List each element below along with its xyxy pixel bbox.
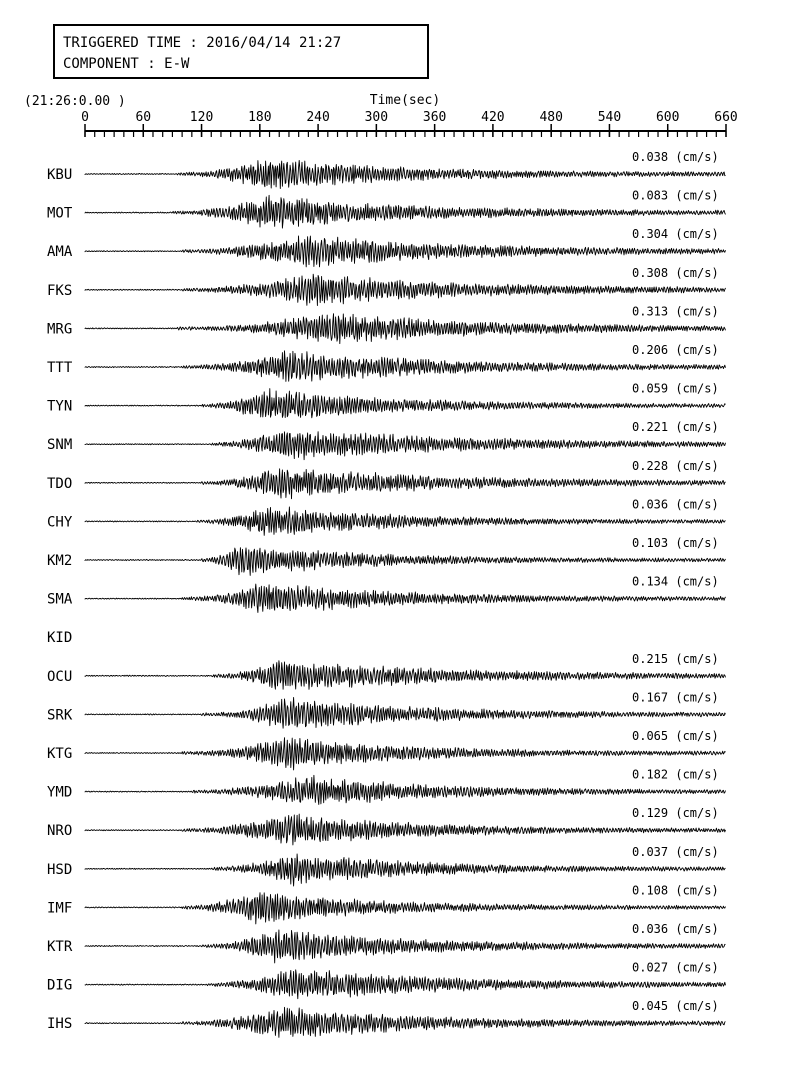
station-label: SMA bbox=[47, 591, 73, 608]
trace-row-km2 bbox=[47, 536, 726, 575]
trace-row-sma bbox=[47, 575, 726, 613]
trace-row-ttt bbox=[47, 343, 726, 381]
waveform-trace bbox=[85, 507, 726, 536]
trace-row-ocu bbox=[47, 652, 726, 690]
tick-label: 360 bbox=[422, 110, 447, 125]
peak-amplitude-label: 0.083 (cm/s) bbox=[632, 188, 719, 203]
trace-row-mot bbox=[47, 189, 726, 229]
peak-amplitude-label: 0.037 (cm/s) bbox=[632, 844, 719, 859]
tick-label: 540 bbox=[597, 110, 622, 125]
station-label: AMA bbox=[47, 244, 73, 261]
waveform-trace bbox=[85, 236, 726, 267]
peak-amplitude-label: 0.182 (cm/s) bbox=[632, 767, 719, 782]
waveform-trace bbox=[85, 195, 726, 228]
tick-label: 240 bbox=[306, 110, 330, 125]
peak-amplitude-label: 0.221 (cm/s) bbox=[632, 420, 719, 435]
trace-row-ymd bbox=[47, 768, 726, 805]
waveform-trace bbox=[85, 698, 726, 729]
peak-amplitude-label: 0.059 (cm/s) bbox=[632, 381, 719, 396]
trace-row-tyn bbox=[47, 382, 726, 418]
station-label: KID bbox=[47, 630, 73, 647]
trace-row-snm bbox=[47, 420, 726, 460]
waveform-trace bbox=[85, 351, 726, 382]
trace-rows bbox=[47, 150, 726, 1037]
tick-label: 480 bbox=[539, 110, 563, 125]
peak-amplitude-label: 0.206 (cm/s) bbox=[632, 343, 719, 357]
station-label: KBU bbox=[47, 167, 73, 183]
peak-amplitude-label: 0.036 (cm/s) bbox=[632, 922, 719, 936]
waveform-trace bbox=[85, 160, 726, 188]
station-label: NRO bbox=[47, 823, 73, 840]
tick-label: 0 bbox=[81, 110, 89, 125]
station-label: MOT bbox=[47, 205, 73, 222]
peak-amplitude-label: 0.228 (cm/s) bbox=[632, 458, 719, 473]
waveform-trace bbox=[85, 775, 726, 804]
peak-amplitude-label: 0.167 (cm/s) bbox=[632, 690, 719, 705]
peak-amplitude-label: 0.108 (cm/s) bbox=[632, 883, 719, 898]
trace-row-mrg bbox=[47, 304, 726, 343]
tick-label: 120 bbox=[189, 110, 214, 125]
waveform-trace bbox=[85, 893, 726, 924]
peak-amplitude-label: 0.045 (cm/s) bbox=[632, 999, 719, 1014]
station-label: HSD bbox=[47, 861, 73, 878]
station-label: TYN bbox=[47, 398, 73, 415]
trace-row-nro bbox=[47, 806, 726, 845]
station-label: YMD bbox=[47, 784, 73, 801]
waveform-trace bbox=[85, 738, 726, 770]
peak-amplitude-label: 0.313 (cm/s) bbox=[632, 304, 719, 319]
waveform-trace bbox=[85, 432, 726, 460]
station-label: TTT bbox=[47, 360, 73, 376]
station-label: SRK bbox=[47, 707, 73, 724]
peak-amplitude-label: 0.134 (cm/s) bbox=[632, 574, 719, 589]
waveform-trace bbox=[85, 469, 726, 499]
station-label: DIG bbox=[47, 977, 73, 994]
start-time-label: (21:26:0.00 ) bbox=[24, 94, 126, 109]
trace-row-ihs bbox=[47, 999, 726, 1037]
peak-amplitude-label: 0.103 (cm/s) bbox=[632, 536, 719, 550]
trace-row-hsd bbox=[47, 845, 726, 886]
trace-row-imf bbox=[47, 883, 726, 924]
trace-row-chy bbox=[47, 497, 726, 535]
tick-label: 660 bbox=[714, 110, 738, 125]
waveform-trace bbox=[85, 661, 726, 690]
component-text: COMPONENT : E-W bbox=[63, 56, 190, 72]
station-label: IHS bbox=[47, 1016, 73, 1033]
station-label: IMF bbox=[47, 900, 73, 917]
trace-row-ktg bbox=[47, 729, 726, 770]
tick-label: 420 bbox=[481, 110, 505, 125]
triggered-time-text: TRIGGERED TIME : 2016/04/14 21:27 bbox=[63, 35, 342, 51]
trace-row-ktr bbox=[47, 922, 726, 963]
peak-amplitude-label: 0.038 (cm/s) bbox=[632, 150, 719, 164]
station-label: KTR bbox=[47, 939, 73, 955]
trace-row-ama bbox=[47, 227, 726, 267]
tick-label: 60 bbox=[135, 110, 152, 125]
station-label: OCU bbox=[47, 668, 73, 685]
waveform-trace bbox=[85, 548, 726, 576]
peak-amplitude-label: 0.027 (cm/s) bbox=[632, 960, 719, 975]
tick-label: 300 bbox=[364, 110, 389, 125]
waveform-trace bbox=[85, 970, 726, 999]
waveform-trace bbox=[85, 274, 726, 305]
station-label: KTG bbox=[47, 746, 73, 762]
peak-amplitude-label: 0.308 (cm/s) bbox=[632, 265, 719, 280]
trace-row-kbu bbox=[47, 150, 726, 189]
waveform-trace bbox=[85, 389, 726, 418]
station-label: KM2 bbox=[47, 553, 73, 569]
station-label: TDO bbox=[47, 475, 73, 492]
station-label: FKS bbox=[47, 282, 73, 299]
peak-amplitude-label: 0.065 (cm/s) bbox=[632, 729, 719, 743]
tick-label: 180 bbox=[248, 110, 272, 125]
trace-row-tdo bbox=[47, 459, 726, 499]
waveform-trace bbox=[85, 584, 726, 612]
waveform-trace bbox=[85, 314, 726, 344]
peak-amplitude-label: 0.129 (cm/s) bbox=[632, 806, 719, 821]
tick-label: 600 bbox=[655, 110, 680, 125]
trace-row-fks bbox=[47, 266, 726, 306]
station-label: SNM bbox=[47, 437, 73, 454]
waveform-trace bbox=[85, 814, 726, 845]
time-axis bbox=[81, 110, 738, 137]
waveform-trace bbox=[85, 854, 726, 886]
peak-amplitude-label: 0.304 (cm/s) bbox=[632, 227, 719, 242]
trace-row-dig bbox=[47, 961, 726, 999]
waveform-trace bbox=[85, 930, 726, 963]
trace-row-kid bbox=[47, 630, 72, 646]
x-axis-title: Time(sec) bbox=[369, 93, 441, 108]
peak-amplitude-label: 0.215 (cm/s) bbox=[632, 651, 719, 666]
station-label: MRG bbox=[47, 321, 73, 338]
waveform-trace bbox=[85, 1007, 726, 1037]
peak-amplitude-label: 0.036 (cm/s) bbox=[632, 497, 719, 512]
station-label: CHY bbox=[47, 514, 73, 531]
trace-row-srk bbox=[47, 690, 726, 728]
